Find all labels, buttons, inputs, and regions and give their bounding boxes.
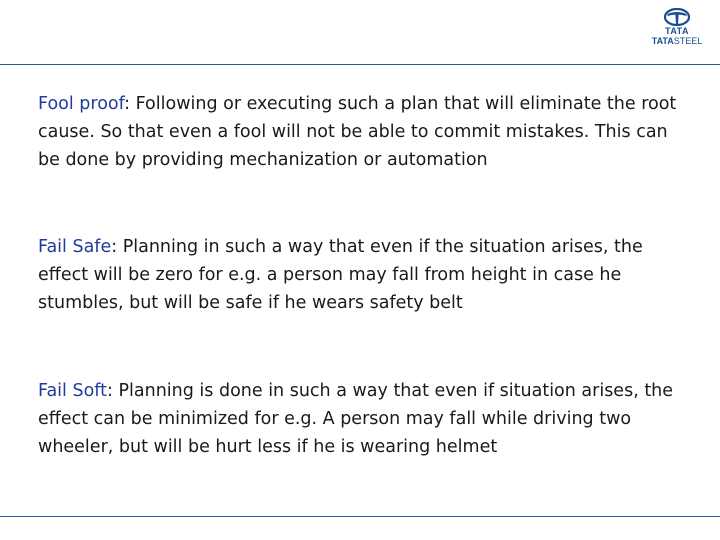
paragraph-fail-soft [38,377,688,461]
top-divider [0,64,720,65]
tata-steel-logo [646,8,708,54]
tata-logo-icon [664,8,690,26]
definition-fail-soft: : Planning is done in such a way that even if situation arises, the effect can be minimized for e.g. A person may fall while driving two wheeler, but will be hurt less if he is wearing helmet [38,381,674,457]
paragraph-fail-safe [38,233,688,317]
paragraph-fool-proof [38,90,688,174]
term-fail-safe: Fail Safe [38,237,112,257]
definition-fool-proof: : Following or executing such a plan that will eliminate the root cause. So that even a fool will not be able to commit mistakes. This can be done by providing mechanization or automation [38,94,677,170]
logo-tata-bold: TATA [651,36,674,46]
term-fool-proof: Fool proof [38,94,125,114]
bottom-divider [0,516,720,517]
definition-fail-safe: : Planning in such a way that even if the situation arises, the effect will be zero for e.g. a person may fall from height in case he stumbles, but will be safe if he wears safety belt [38,237,643,313]
logo-wordmark-tata-steel [652,36,703,46]
logo-steel: STEEL [673,36,703,46]
logo-wordmark-tata: TATA [665,26,689,36]
term-fail-soft: Fail Soft [38,381,108,401]
